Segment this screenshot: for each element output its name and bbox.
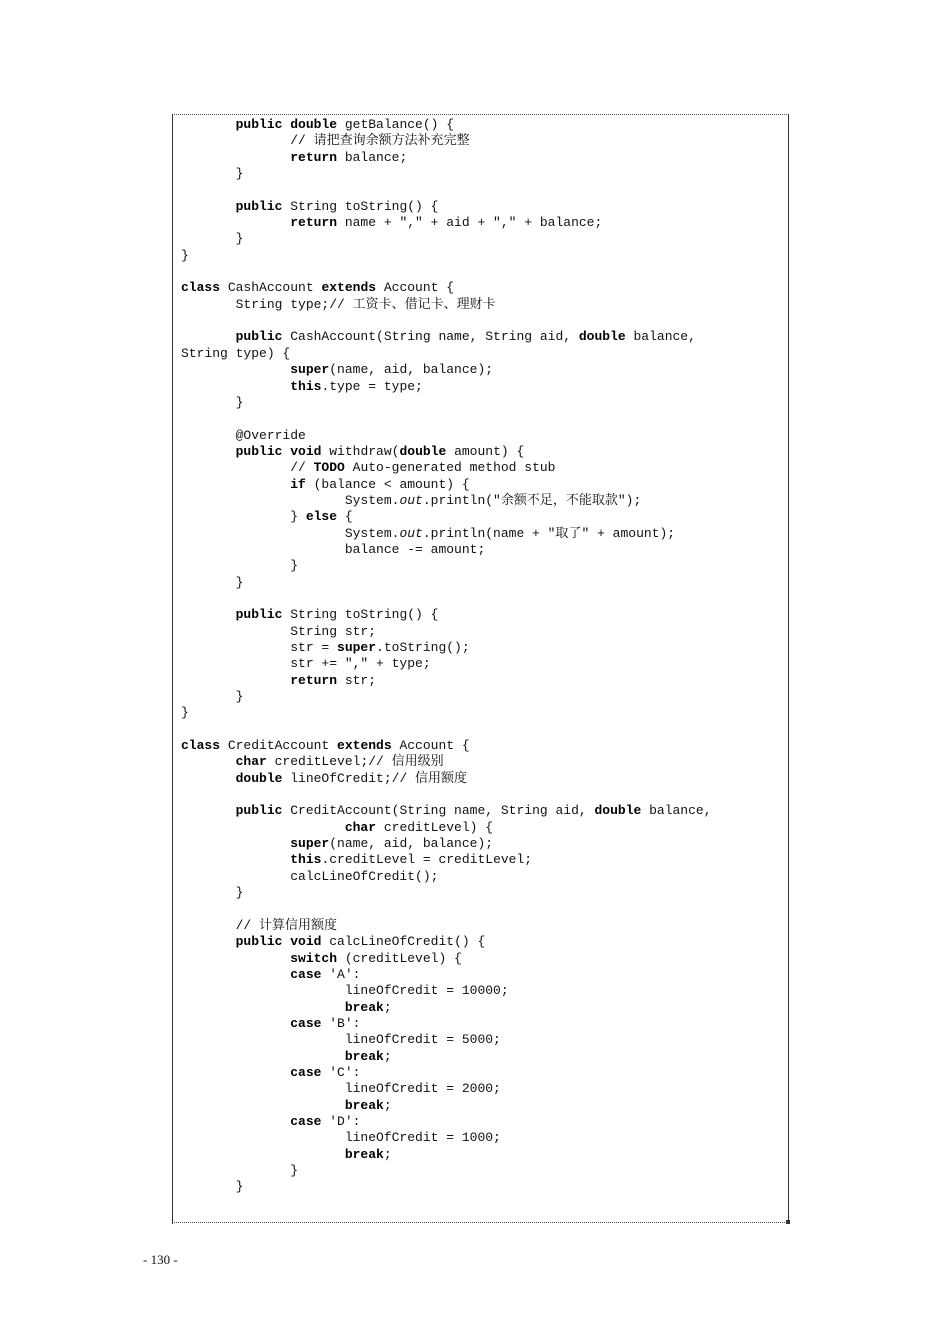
code-text: amount) {	[446, 443, 525, 459]
code-keyword: double	[399, 443, 447, 459]
code-keyword: public	[235, 117, 283, 132]
code-text	[181, 1065, 290, 1080]
code-text	[181, 199, 236, 214]
code-keyword: void	[290, 934, 322, 950]
code-text	[181, 754, 236, 769]
code-keyword: char	[235, 754, 267, 770]
code-keyword: super	[290, 836, 330, 852]
code-line	[181, 787, 712, 803]
code-keyword: double	[290, 117, 338, 132]
code-line	[181, 656, 712, 672]
code-line	[181, 1098, 712, 1114]
code-keyword: public	[235, 198, 283, 214]
code-line	[181, 346, 712, 362]
code-line	[181, 869, 712, 885]
code-line	[181, 297, 712, 313]
code-line	[181, 951, 712, 967]
code-text: @Override	[181, 427, 306, 443]
code-text: String type;// 工资卡、借记卡、理财卡	[181, 296, 496, 312]
code-text: }	[181, 705, 189, 721]
code-text: calcLineOfCredit();	[181, 868, 439, 884]
code-line	[181, 967, 712, 983]
code-text: 'B':	[321, 1015, 361, 1031]
code-text: getBalance() {	[337, 117, 455, 132]
code-text	[181, 673, 290, 688]
code-text: 'D':	[321, 1113, 361, 1129]
code-keyword: double	[594, 803, 642, 819]
code-text: System.	[181, 492, 400, 508]
code-line	[181, 379, 712, 395]
code-text	[181, 477, 290, 492]
code-text: balance,	[641, 803, 712, 819]
code-keyword: this	[290, 378, 322, 394]
code-text: (name, aid, balance);	[329, 362, 494, 378]
code-text	[181, 934, 236, 949]
code-text: str;	[337, 672, 377, 688]
code-line	[181, 150, 712, 166]
code-keyword: return	[290, 215, 338, 231]
code-line	[181, 329, 712, 345]
code-keyword: return	[290, 149, 338, 165]
code-field: out	[399, 492, 423, 508]
code-line	[181, 477, 712, 493]
code-keyword: public	[235, 934, 283, 950]
code-text: CashAccount(String name, String aid,	[282, 329, 579, 345]
code-text	[181, 967, 290, 982]
code-line	[181, 771, 712, 787]
code-line	[181, 754, 712, 770]
code-keyword: break	[344, 1048, 384, 1064]
code-text: {	[337, 509, 353, 525]
code-line	[181, 885, 712, 901]
code-text	[181, 836, 290, 851]
code-text: String toString() {	[282, 198, 439, 214]
code-text	[181, 329, 236, 344]
code-keyword: case	[290, 966, 322, 982]
code-listing	[181, 117, 712, 1196]
code-keyword: extends	[321, 280, 377, 296]
code-line	[181, 738, 712, 754]
code-text: 'C':	[321, 1064, 361, 1080]
code-text: ;	[383, 1048, 392, 1064]
code-line	[181, 1179, 712, 1195]
code-line	[181, 705, 712, 721]
code-text: //	[181, 460, 314, 476]
code-line	[181, 689, 712, 705]
code-keyword: break	[344, 999, 384, 1015]
code-text: .toString();	[376, 640, 470, 655]
code-text: withdraw(	[321, 443, 400, 459]
code-text: }	[181, 509, 306, 525]
code-line	[181, 1065, 712, 1081]
code-text: Account {	[376, 280, 455, 296]
code-text: }	[181, 166, 244, 182]
code-text: 'A':	[321, 966, 361, 982]
code-line	[181, 493, 712, 509]
code-text	[181, 117, 236, 132]
code-text: .println("余额不足，不能取款");	[422, 492, 642, 508]
code-text: ;	[383, 999, 392, 1015]
code-line	[181, 199, 712, 215]
code-text: String type) {	[181, 345, 291, 361]
code-text: CreditAccount	[220, 738, 338, 754]
code-line	[181, 640, 712, 656]
code-line	[181, 182, 712, 198]
code-keyword: this	[290, 852, 322, 868]
code-text	[181, 852, 290, 867]
code-keyword: TODO	[313, 460, 345, 476]
code-text: lineOfCredit = 5000;	[181, 1032, 501, 1048]
code-text	[181, 803, 236, 818]
code-line	[181, 166, 712, 182]
code-keyword: double	[235, 770, 283, 786]
code-text: creditLevel;// 信用级别	[266, 754, 444, 770]
code-line	[181, 803, 712, 819]
code-keyword: void	[290, 443, 322, 459]
code-keyword: public	[235, 803, 283, 819]
code-keyword: break	[344, 1097, 384, 1113]
code-text	[181, 1098, 345, 1113]
code-text	[181, 1000, 345, 1015]
code-text: ;	[383, 1097, 392, 1113]
code-line	[181, 575, 712, 591]
code-line	[181, 428, 712, 444]
code-text	[181, 607, 236, 622]
code-text	[181, 379, 290, 394]
code-text: Auto-generated method stub	[344, 460, 556, 476]
code-line	[181, 362, 712, 378]
code-text	[181, 150, 290, 165]
code-text: }	[181, 885, 244, 901]
code-text: str += "," + type;	[181, 656, 431, 672]
code-text	[181, 362, 290, 377]
box-left-border	[172, 114, 173, 1224]
code-line	[181, 624, 712, 640]
code-keyword: super	[337, 640, 377, 655]
code-text: }	[181, 1163, 299, 1178]
code-text: }	[181, 574, 244, 590]
code-line	[181, 1147, 712, 1163]
code-keyword: else	[305, 509, 338, 525]
code-line	[181, 902, 712, 918]
code-line	[181, 526, 712, 542]
code-field: out	[399, 525, 423, 541]
code-line	[181, 1130, 712, 1146]
code-line	[181, 313, 712, 329]
code-text: CashAccount	[220, 280, 322, 296]
code-keyword: public	[235, 607, 283, 623]
code-keyword: char	[344, 819, 377, 835]
code-line	[181, 820, 712, 836]
code-text	[181, 444, 236, 459]
code-text: }	[181, 558, 299, 574]
code-text: calcLineOfCredit() {	[321, 934, 486, 950]
code-text	[181, 1016, 290, 1031]
code-text: // 计算信用额度	[181, 917, 338, 933]
code-keyword: switch	[290, 950, 338, 966]
code-keyword: return	[290, 672, 338, 688]
code-text: // 请把查询余额方法补充完整	[181, 133, 470, 149]
code-line	[181, 1032, 712, 1048]
code-text: (creditLevel) {	[337, 950, 462, 966]
code-keyword: if	[290, 476, 306, 492]
code-text	[181, 1114, 290, 1129]
code-text: balance;	[337, 149, 408, 165]
code-text: }	[181, 247, 189, 263]
code-line	[181, 1081, 712, 1097]
code-line	[181, 231, 712, 247]
code-line	[181, 1000, 712, 1016]
code-text: lineOfCredit;// 信用额度	[282, 770, 468, 786]
code-line	[181, 983, 712, 999]
code-line	[181, 542, 712, 558]
code-keyword: class	[181, 738, 221, 754]
code-text: balance -= amount;	[181, 541, 486, 557]
code-line	[181, 1049, 712, 1065]
code-text: }	[181, 394, 244, 410]
code-text: lineOfCredit = 1000;	[181, 1130, 501, 1146]
code-text: String str;	[181, 623, 377, 639]
code-keyword: public	[235, 329, 283, 345]
code-keyword: class	[181, 280, 221, 296]
code-text: .type = type;	[321, 378, 423, 394]
code-text: Account {	[391, 738, 470, 754]
code-line	[181, 411, 712, 427]
code-text	[181, 1147, 345, 1162]
code-keyword: extends	[337, 738, 392, 754]
code-text: str =	[181, 640, 338, 655]
code-keyword: public	[235, 443, 283, 459]
code-keyword: super	[290, 362, 330, 378]
code-line	[181, 918, 712, 934]
code-line	[181, 460, 712, 476]
code-text	[181, 771, 236, 786]
box-right-border	[788, 114, 789, 1224]
code-keyword: case	[290, 1015, 322, 1031]
code-text: }	[181, 1179, 244, 1195]
code-line	[181, 836, 712, 852]
code-text: (name, aid, balance);	[329, 836, 494, 852]
code-line	[181, 558, 712, 574]
code-keyword: case	[290, 1064, 322, 1080]
code-line	[181, 722, 712, 738]
code-line	[181, 509, 712, 525]
code-text	[181, 820, 345, 835]
code-line	[181, 1114, 712, 1130]
code-line	[181, 444, 712, 460]
code-line	[181, 852, 712, 868]
code-text: creditLevel) {	[376, 819, 494, 835]
code-text: CreditAccount(String name, String aid,	[282, 803, 595, 819]
code-keyword: case	[290, 1113, 322, 1129]
code-text: balance,	[625, 329, 696, 345]
code-line	[181, 117, 712, 133]
code-line	[181, 607, 712, 623]
code-text	[181, 215, 290, 230]
code-text: .creditLevel = creditLevel;	[321, 852, 533, 868]
code-text: String toString() {	[282, 607, 439, 623]
code-line	[181, 133, 712, 149]
code-text: lineOfCredit = 10000;	[181, 983, 509, 999]
code-text	[181, 1049, 345, 1064]
code-line	[181, 673, 712, 689]
code-text: ;	[383, 1146, 392, 1162]
page-number: - 130 -	[143, 1252, 178, 1267]
code-line	[181, 934, 712, 950]
code-text: lineOfCredit = 2000;	[181, 1081, 501, 1097]
code-line	[181, 248, 712, 264]
code-line	[181, 1163, 712, 1179]
code-text: System.	[181, 525, 400, 541]
code-line	[181, 395, 712, 411]
code-text: }	[181, 231, 244, 247]
code-line	[181, 591, 712, 607]
code-text	[181, 951, 290, 966]
code-keyword: break	[344, 1146, 384, 1162]
code-text: name + "," + aid + "," + balance;	[337, 215, 603, 231]
box-corner-mark	[786, 1220, 790, 1224]
code-text: (balance < amount) {	[305, 476, 470, 492]
code-line	[181, 1016, 712, 1032]
code-text: }	[181, 689, 244, 705]
code-keyword: double	[578, 329, 626, 345]
code-text: .println(name + "取了" + amount);	[422, 525, 676, 541]
code-line	[181, 215, 712, 231]
code-line	[181, 280, 712, 296]
code-line	[181, 264, 712, 280]
